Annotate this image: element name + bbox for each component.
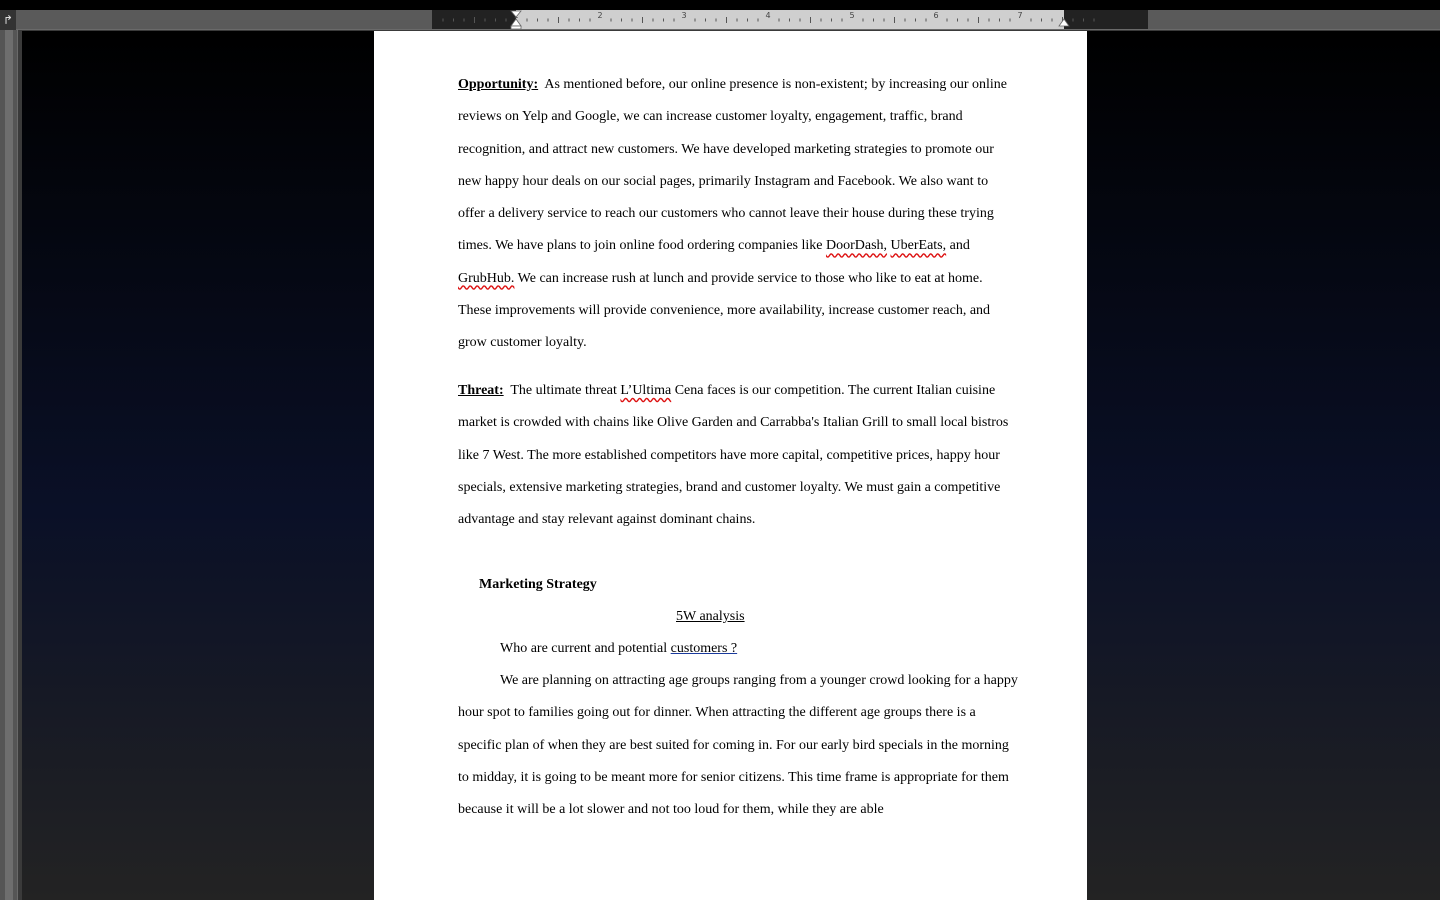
window-top-strip bbox=[0, 0, 1440, 10]
horizontal-ruler[interactable] bbox=[0, 10, 1440, 30]
analysis-title-line bbox=[458, 601, 1018, 633]
question-text: Who are current and potential bbox=[500, 640, 671, 656]
customers-paragraph[interactable]: We are planning on attracting age groups ranging from a younger crowd looking for a happy hour spot to families going out for dinner. When attracting the different age groups there is a specific plan of when they are best suited for coming in. For our early bird specials in the morning to midday, it is going to be meant more for senior citizens. This time frame is appropriate for them because it will be a lot slower and not too loud for them, while they are able bbox=[458, 672, 1018, 818]
opportunity-text: As mentioned before, our online presence is non-existent; by increasing our online reviews on Yelp and Google, we can increase customer loyalty, engagement, traffic, brand recognition, and attract new customers. We have developed marketing strategies to promote our new happy hour deals on our social pages, primarily Instagram and Facebook. We also want to offer a delivery service to reach our customers who cannot leave their house during these trying times. We have plans to join online food ordering companies like bbox=[458, 77, 1008, 254]
opportunity-label: Opportunity: bbox=[458, 77, 539, 92]
threat-text: The ultimate threat bbox=[510, 383, 621, 399]
marketing-strategy-heading: Marketing Strategy bbox=[479, 576, 597, 592]
customers-link[interactable]: customers ? bbox=[670, 640, 738, 656]
ruler-tick-label: 5 bbox=[849, 11, 855, 20]
threat-text-end: Cena faces is our competition. The current Italian cuisine market is crowded with chains like Olive Garden and Carrabba's Italian Grill to small local bistros like 7 West. The more established competitors have more capital, competitive prices, happy hour specials, extensive marketing strategies, brand and customer loyalty. We must gain a competitive advantage and stay relevant against dominant chains. bbox=[458, 383, 1009, 528]
spelling-flag-doordash[interactable]: DoorDash, bbox=[825, 238, 888, 254]
ruler-tick-label: 2 bbox=[597, 11, 603, 20]
opportunity-paragraph[interactable] bbox=[458, 69, 1018, 360]
ruler-ticks bbox=[432, 10, 1148, 29]
left-indent-marker[interactable] bbox=[511, 26, 521, 29]
question-line[interactable] bbox=[458, 633, 1018, 665]
threat-paragraph[interactable] bbox=[458, 375, 1018, 536]
spelling-flag-ubereats[interactable]: UberEats, bbox=[890, 238, 947, 254]
spelling-flag-grubhub[interactable]: GrubHub. bbox=[458, 270, 515, 286]
ruler-tick-label: 6 bbox=[933, 11, 939, 20]
vertical-ruler[interactable] bbox=[0, 30, 18, 900]
page-text-area[interactable] bbox=[458, 69, 1018, 826]
analysis-title: 5W analysis bbox=[676, 608, 745, 624]
ruler-tick-label: 7 bbox=[1017, 11, 1023, 20]
opportunity-text-end: We can increase rush at lunch and provide service to those who like to eat at home. These improvements will provide convenience, more availability, increase customer reach, and grow customer loyalty. bbox=[458, 270, 991, 351]
right-indent-marker[interactable] bbox=[1059, 19, 1069, 26]
threat-label: Threat: bbox=[458, 383, 504, 399]
ruler-track[interactable] bbox=[432, 10, 1148, 29]
hanging-indent-marker[interactable] bbox=[511, 19, 521, 26]
ruler-tick-label: 3 bbox=[681, 11, 687, 20]
document-page[interactable] bbox=[374, 31, 1087, 900]
spelling-flag-lultima[interactable]: L’Ultima bbox=[620, 383, 672, 399]
opportunity-text-and: and bbox=[946, 238, 970, 254]
vertical-ruler-track bbox=[5, 30, 13, 900]
ruler-tick-label: 4 bbox=[765, 11, 771, 20]
tab-stop-icon[interactable]: ↱ bbox=[0, 10, 16, 30]
